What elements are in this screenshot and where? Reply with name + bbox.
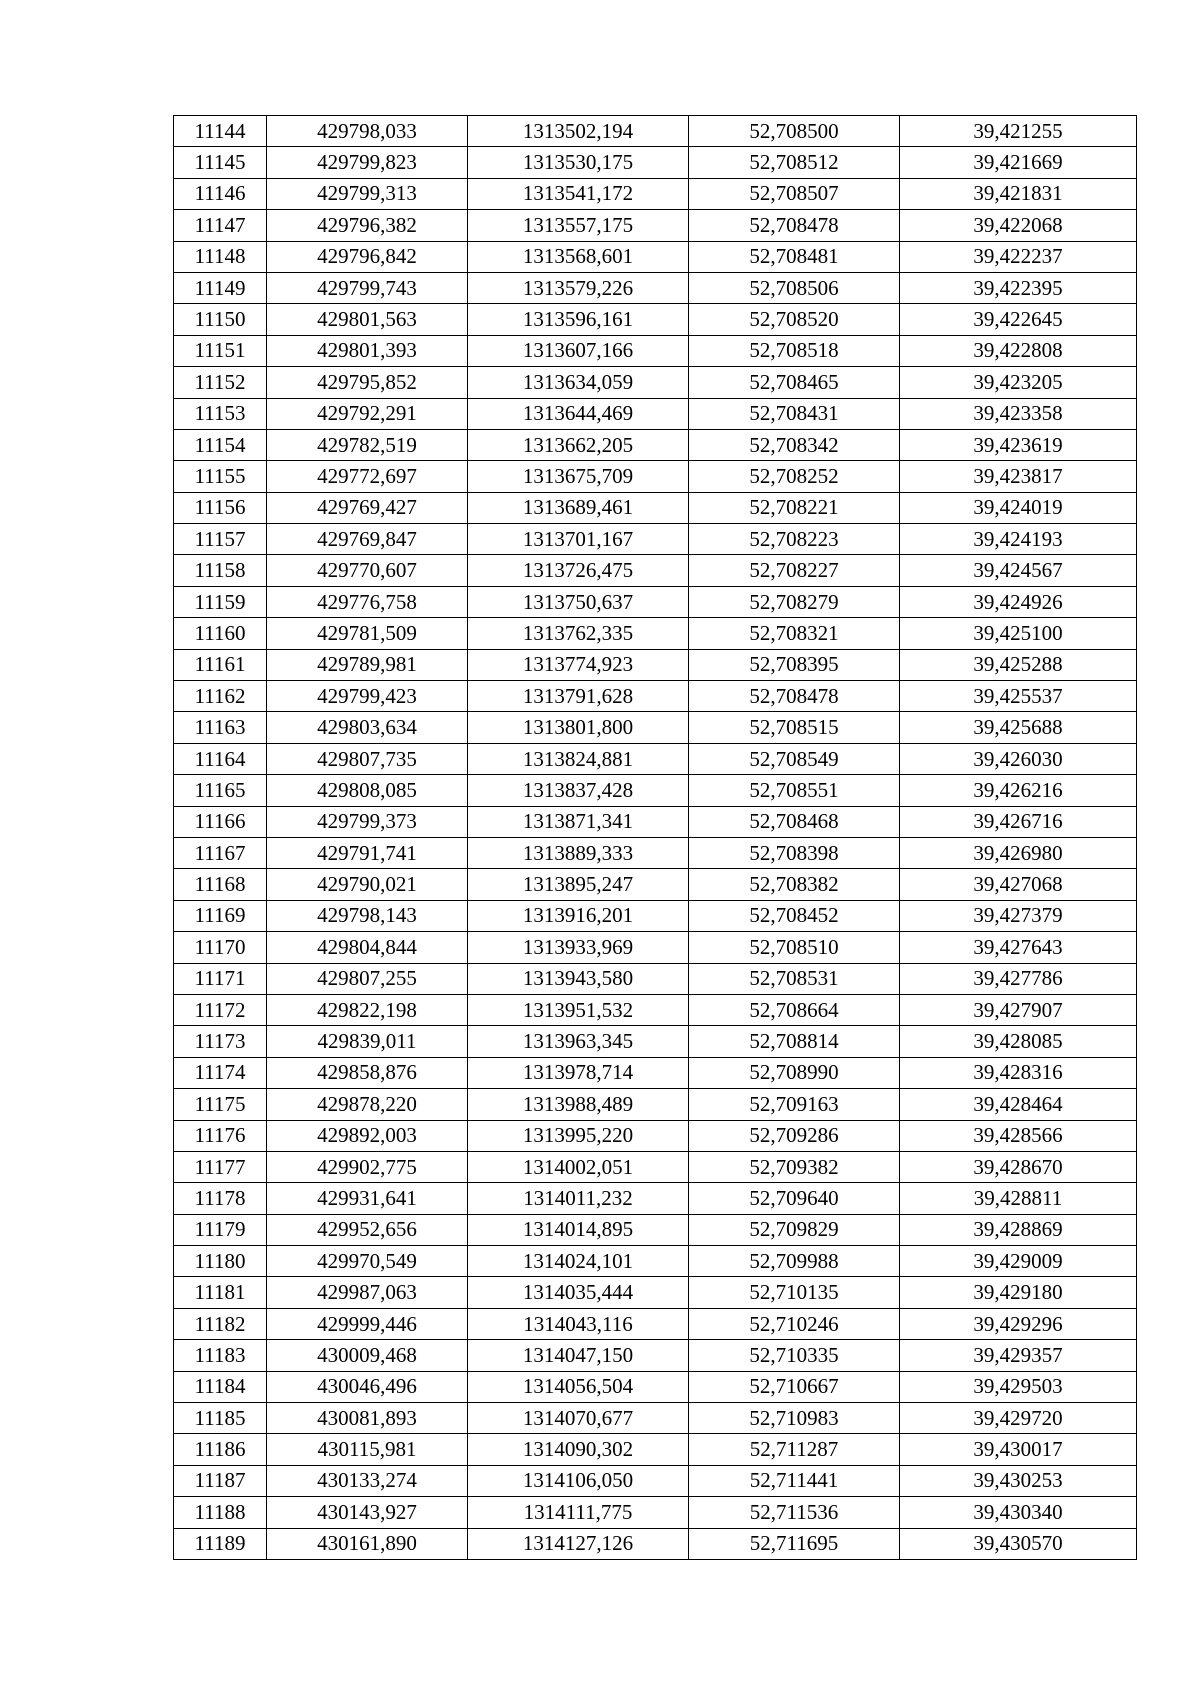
cell-x-coordinate: 429931,641 — [267, 1183, 468, 1214]
cell-x-coordinate: 429770,607 — [267, 555, 468, 586]
cell-longitude: 39,428811 — [900, 1183, 1137, 1214]
cell-latitude: 52,708814 — [689, 1026, 900, 1057]
table-row — [174, 367, 1137, 398]
cell-y-coordinate: 1313889,333 — [468, 837, 689, 868]
cell-y-coordinate: 1313750,637 — [468, 586, 689, 617]
cell-point-number: 11159 — [174, 586, 267, 617]
cell-point-number: 11153 — [174, 398, 267, 429]
cell-point-number: 11175 — [174, 1089, 267, 1120]
table-row — [174, 1497, 1137, 1528]
cell-x-coordinate: 429769,847 — [267, 524, 468, 555]
cell-x-coordinate: 429799,373 — [267, 806, 468, 837]
cell-x-coordinate: 429782,519 — [267, 429, 468, 460]
cell-y-coordinate: 1313634,059 — [468, 367, 689, 398]
cell-point-number: 11146 — [174, 178, 267, 209]
cell-x-coordinate: 429807,735 — [267, 743, 468, 774]
cell-point-number: 11150 — [174, 304, 267, 335]
cell-point-number: 11180 — [174, 1246, 267, 1277]
cell-point-number: 11172 — [174, 994, 267, 1025]
table-row — [174, 743, 1137, 774]
cell-latitude: 52,708664 — [689, 994, 900, 1025]
cell-longitude: 39,425537 — [900, 681, 1137, 712]
cell-x-coordinate: 430133,274 — [267, 1465, 468, 1496]
cell-longitude: 39,422068 — [900, 210, 1137, 241]
cell-latitude: 52,708531 — [689, 963, 900, 994]
cell-latitude: 52,708398 — [689, 837, 900, 868]
cell-x-coordinate: 429858,876 — [267, 1057, 468, 1088]
cell-point-number: 11184 — [174, 1371, 267, 1402]
cell-point-number: 11181 — [174, 1277, 267, 1308]
cell-latitude: 52,711287 — [689, 1434, 900, 1465]
cell-longitude: 39,429357 — [900, 1340, 1137, 1371]
cell-longitude: 39,427379 — [900, 900, 1137, 931]
table-row — [174, 1371, 1137, 1402]
cell-point-number: 11189 — [174, 1528, 267, 1559]
cell-y-coordinate: 1314106,050 — [468, 1465, 689, 1496]
cell-y-coordinate: 1314043,116 — [468, 1308, 689, 1339]
table-row — [174, 178, 1137, 209]
cell-x-coordinate: 429892,003 — [267, 1120, 468, 1151]
cell-y-coordinate: 1314002,051 — [468, 1151, 689, 1182]
table-row — [174, 1340, 1137, 1371]
cell-latitude: 52,708515 — [689, 712, 900, 743]
table-row — [174, 304, 1137, 335]
cell-point-number: 11186 — [174, 1434, 267, 1465]
cell-point-number: 11154 — [174, 429, 267, 460]
cell-x-coordinate: 429796,842 — [267, 241, 468, 272]
cell-x-coordinate: 429804,844 — [267, 932, 468, 963]
cell-y-coordinate: 1313951,532 — [468, 994, 689, 1025]
cell-latitude: 52,708507 — [689, 178, 900, 209]
cell-longitude: 39,430253 — [900, 1465, 1137, 1496]
table-row — [174, 775, 1137, 806]
cell-latitude: 52,708478 — [689, 681, 900, 712]
cell-latitude: 52,709988 — [689, 1246, 900, 1277]
cell-y-coordinate: 1313762,335 — [468, 618, 689, 649]
cell-point-number: 11173 — [174, 1026, 267, 1057]
table-row — [174, 398, 1137, 429]
cell-y-coordinate: 1314090,302 — [468, 1434, 689, 1465]
cell-x-coordinate: 429798,033 — [267, 116, 468, 147]
cell-longitude: 39,429009 — [900, 1246, 1137, 1277]
cell-point-number: 11158 — [174, 555, 267, 586]
table-row — [174, 147, 1137, 178]
cell-x-coordinate: 429808,085 — [267, 775, 468, 806]
cell-latitude: 52,708321 — [689, 618, 900, 649]
table-row — [174, 524, 1137, 555]
cell-latitude: 52,708512 — [689, 147, 900, 178]
cell-x-coordinate: 429792,291 — [267, 398, 468, 429]
cell-longitude: 39,428670 — [900, 1151, 1137, 1182]
cell-point-number: 11144 — [174, 116, 267, 147]
cell-y-coordinate: 1313557,175 — [468, 210, 689, 241]
cell-x-coordinate: 430081,893 — [267, 1403, 468, 1434]
cell-x-coordinate: 429801,563 — [267, 304, 468, 335]
cell-x-coordinate: 429781,509 — [267, 618, 468, 649]
cell-y-coordinate: 1314035,444 — [468, 1277, 689, 1308]
cell-latitude: 52,708223 — [689, 524, 900, 555]
cell-point-number: 11161 — [174, 649, 267, 680]
cell-longitude: 39,422645 — [900, 304, 1137, 335]
cell-x-coordinate: 429803,634 — [267, 712, 468, 743]
cell-y-coordinate: 1313871,341 — [468, 806, 689, 837]
cell-latitude: 52,708252 — [689, 461, 900, 492]
cell-latitude: 52,708481 — [689, 241, 900, 272]
cell-longitude: 39,430340 — [900, 1497, 1137, 1528]
cell-longitude: 39,421831 — [900, 178, 1137, 209]
cell-longitude: 39,425688 — [900, 712, 1137, 743]
cell-y-coordinate: 1313607,166 — [468, 335, 689, 366]
cell-y-coordinate: 1314111,775 — [468, 1497, 689, 1528]
cell-point-number: 11164 — [174, 743, 267, 774]
cell-y-coordinate: 1313662,205 — [468, 429, 689, 460]
coordinates-table-body — [174, 116, 1137, 1560]
table-row — [174, 1528, 1137, 1559]
cell-longitude: 39,422395 — [900, 272, 1137, 303]
cell-x-coordinate: 429799,743 — [267, 272, 468, 303]
cell-longitude: 39,427786 — [900, 963, 1137, 994]
cell-longitude: 39,422808 — [900, 335, 1137, 366]
table-row — [174, 1403, 1137, 1434]
table-row — [174, 555, 1137, 586]
cell-point-number: 11157 — [174, 524, 267, 555]
cell-longitude: 39,429720 — [900, 1403, 1137, 1434]
cell-latitude: 52,708518 — [689, 335, 900, 366]
cell-longitude: 39,429296 — [900, 1308, 1137, 1339]
cell-x-coordinate: 429769,427 — [267, 492, 468, 523]
cell-point-number: 11148 — [174, 241, 267, 272]
table-row — [174, 869, 1137, 900]
cell-point-number: 11169 — [174, 900, 267, 931]
table-row — [174, 837, 1137, 868]
cell-y-coordinate: 1313933,969 — [468, 932, 689, 963]
cell-y-coordinate: 1313824,881 — [468, 743, 689, 774]
cell-longitude: 39,426216 — [900, 775, 1137, 806]
cell-y-coordinate: 1313916,201 — [468, 900, 689, 931]
cell-longitude: 39,430570 — [900, 1528, 1137, 1559]
cell-point-number: 11155 — [174, 461, 267, 492]
cell-y-coordinate: 1313988,489 — [468, 1089, 689, 1120]
cell-point-number: 11160 — [174, 618, 267, 649]
cell-latitude: 52,708382 — [689, 869, 900, 900]
cell-y-coordinate: 1313774,923 — [468, 649, 689, 680]
cell-y-coordinate: 1313978,714 — [468, 1057, 689, 1088]
cell-y-coordinate: 1313791,628 — [468, 681, 689, 712]
table-row — [174, 210, 1137, 241]
cell-latitude: 52,708279 — [689, 586, 900, 617]
table-row — [174, 586, 1137, 617]
table-row — [174, 900, 1137, 931]
table-row — [174, 1434, 1137, 1465]
cell-latitude: 52,709640 — [689, 1183, 900, 1214]
cell-x-coordinate: 429952,656 — [267, 1214, 468, 1245]
cell-latitude: 52,710983 — [689, 1403, 900, 1434]
table-row — [174, 116, 1137, 147]
cell-y-coordinate: 1313502,194 — [468, 116, 689, 147]
cell-longitude: 39,425288 — [900, 649, 1137, 680]
cell-point-number: 11178 — [174, 1183, 267, 1214]
table-row — [174, 1465, 1137, 1496]
cell-latitude: 52,711536 — [689, 1497, 900, 1528]
table-row — [174, 272, 1137, 303]
cell-point-number: 11176 — [174, 1120, 267, 1151]
table-row — [174, 1183, 1137, 1214]
cell-point-number: 11149 — [174, 272, 267, 303]
cell-y-coordinate: 1313675,709 — [468, 461, 689, 492]
cell-longitude: 39,427643 — [900, 932, 1137, 963]
cell-y-coordinate: 1313837,428 — [468, 775, 689, 806]
cell-y-coordinate: 1313943,580 — [468, 963, 689, 994]
cell-point-number: 11145 — [174, 147, 267, 178]
cell-x-coordinate: 429772,697 — [267, 461, 468, 492]
cell-latitude: 52,708478 — [689, 210, 900, 241]
cell-y-coordinate: 1313701,167 — [468, 524, 689, 555]
table-row — [174, 681, 1137, 712]
cell-latitude: 52,708990 — [689, 1057, 900, 1088]
cell-point-number: 11162 — [174, 681, 267, 712]
cell-x-coordinate: 429799,823 — [267, 147, 468, 178]
cell-x-coordinate: 430143,927 — [267, 1497, 468, 1528]
table-row — [174, 963, 1137, 994]
cell-longitude: 39,427907 — [900, 994, 1137, 1025]
cell-longitude: 39,428464 — [900, 1089, 1137, 1120]
cell-longitude: 39,426030 — [900, 743, 1137, 774]
cell-latitude: 52,710246 — [689, 1308, 900, 1339]
cell-y-coordinate: 1313726,475 — [468, 555, 689, 586]
cell-latitude: 52,709286 — [689, 1120, 900, 1151]
cell-y-coordinate: 1314011,232 — [468, 1183, 689, 1214]
cell-x-coordinate: 430115,981 — [267, 1434, 468, 1465]
cell-longitude: 39,426716 — [900, 806, 1137, 837]
cell-latitude: 52,710135 — [689, 1277, 900, 1308]
cell-point-number: 11163 — [174, 712, 267, 743]
cell-latitude: 52,708431 — [689, 398, 900, 429]
table-row — [174, 492, 1137, 523]
cell-x-coordinate: 429807,255 — [267, 963, 468, 994]
cell-point-number: 11165 — [174, 775, 267, 806]
cell-x-coordinate: 429791,741 — [267, 837, 468, 868]
cell-x-coordinate: 429839,011 — [267, 1026, 468, 1057]
cell-longitude: 39,428869 — [900, 1214, 1137, 1245]
cell-longitude: 39,429180 — [900, 1277, 1137, 1308]
cell-point-number: 11177 — [174, 1151, 267, 1182]
cell-x-coordinate: 429790,021 — [267, 869, 468, 900]
cell-point-number: 11188 — [174, 1497, 267, 1528]
table-row — [174, 1151, 1137, 1182]
cell-longitude: 39,423358 — [900, 398, 1137, 429]
cell-latitude: 52,709382 — [689, 1151, 900, 1182]
cell-x-coordinate: 429970,549 — [267, 1246, 468, 1277]
cell-longitude: 39,430017 — [900, 1434, 1137, 1465]
cell-point-number: 11185 — [174, 1403, 267, 1434]
table-row — [174, 1089, 1137, 1120]
table-row — [174, 241, 1137, 272]
cell-latitude: 52,708549 — [689, 743, 900, 774]
table-row — [174, 994, 1137, 1025]
cell-longitude: 39,424193 — [900, 524, 1137, 555]
cell-x-coordinate: 429776,758 — [267, 586, 468, 617]
cell-longitude: 39,427068 — [900, 869, 1137, 900]
cell-latitude: 52,708221 — [689, 492, 900, 523]
cell-y-coordinate: 1313596,161 — [468, 304, 689, 335]
cell-y-coordinate: 1314056,504 — [468, 1371, 689, 1402]
cell-x-coordinate: 429822,198 — [267, 994, 468, 1025]
table-row — [174, 1120, 1137, 1151]
table-row — [174, 1057, 1137, 1088]
cell-point-number: 11170 — [174, 932, 267, 963]
cell-x-coordinate: 429799,423 — [267, 681, 468, 712]
cell-latitude: 52,710335 — [689, 1340, 900, 1371]
cell-y-coordinate: 1313801,800 — [468, 712, 689, 743]
cell-x-coordinate: 429987,063 — [267, 1277, 468, 1308]
cell-x-coordinate: 429902,775 — [267, 1151, 468, 1182]
cell-latitude: 52,709829 — [689, 1214, 900, 1245]
cell-point-number: 11171 — [174, 963, 267, 994]
cell-point-number: 11152 — [174, 367, 267, 398]
cell-point-number: 11174 — [174, 1057, 267, 1088]
cell-latitude: 52,711695 — [689, 1528, 900, 1559]
cell-point-number: 11151 — [174, 335, 267, 366]
cell-latitude: 52,708551 — [689, 775, 900, 806]
cell-x-coordinate: 429801,393 — [267, 335, 468, 366]
table-row — [174, 649, 1137, 680]
cell-y-coordinate: 1314024,101 — [468, 1246, 689, 1277]
cell-x-coordinate: 429789,981 — [267, 649, 468, 680]
cell-latitude: 52,709163 — [689, 1089, 900, 1120]
cell-y-coordinate: 1313530,175 — [468, 147, 689, 178]
cell-longitude: 39,421255 — [900, 116, 1137, 147]
cell-y-coordinate: 1313963,345 — [468, 1026, 689, 1057]
cell-y-coordinate: 1314047,150 — [468, 1340, 689, 1371]
cell-y-coordinate: 1313995,220 — [468, 1120, 689, 1151]
table-row — [174, 1277, 1137, 1308]
cell-latitude: 52,711441 — [689, 1465, 900, 1496]
cell-longitude: 39,423205 — [900, 367, 1137, 398]
table-row — [174, 335, 1137, 366]
cell-point-number: 11147 — [174, 210, 267, 241]
cell-x-coordinate: 429795,852 — [267, 367, 468, 398]
cell-y-coordinate: 1313644,469 — [468, 398, 689, 429]
cell-longitude: 39,428566 — [900, 1120, 1137, 1151]
cell-x-coordinate: 430161,890 — [267, 1528, 468, 1559]
table-row — [174, 1026, 1137, 1057]
cell-latitude: 52,708468 — [689, 806, 900, 837]
cell-y-coordinate: 1313568,601 — [468, 241, 689, 272]
table-row — [174, 806, 1137, 837]
cell-latitude: 52,708510 — [689, 932, 900, 963]
cell-longitude: 39,421669 — [900, 147, 1137, 178]
cell-latitude: 52,708395 — [689, 649, 900, 680]
cell-point-number: 11183 — [174, 1340, 267, 1371]
cell-longitude: 39,424926 — [900, 586, 1137, 617]
cell-latitude: 52,708500 — [689, 116, 900, 147]
table-row — [174, 461, 1137, 492]
cell-longitude: 39,423619 — [900, 429, 1137, 460]
cell-point-number: 11166 — [174, 806, 267, 837]
cell-x-coordinate: 429878,220 — [267, 1089, 468, 1120]
cell-y-coordinate: 1313895,247 — [468, 869, 689, 900]
cell-y-coordinate: 1314014,895 — [468, 1214, 689, 1245]
cell-latitude: 52,710667 — [689, 1371, 900, 1402]
table-row — [174, 932, 1137, 963]
cell-longitude: 39,426980 — [900, 837, 1137, 868]
cell-x-coordinate: 429799,313 — [267, 178, 468, 209]
cell-latitude: 52,708465 — [689, 367, 900, 398]
cell-latitude: 52,708342 — [689, 429, 900, 460]
cell-longitude: 39,422237 — [900, 241, 1137, 272]
cell-y-coordinate: 1314070,677 — [468, 1403, 689, 1434]
cell-longitude: 39,429503 — [900, 1371, 1137, 1402]
cell-latitude: 52,708506 — [689, 272, 900, 303]
cell-point-number: 11168 — [174, 869, 267, 900]
cell-y-coordinate: 1314127,126 — [468, 1528, 689, 1559]
cell-x-coordinate: 429796,382 — [267, 210, 468, 241]
table-row — [174, 1246, 1137, 1277]
table-row — [174, 429, 1137, 460]
cell-point-number: 11182 — [174, 1308, 267, 1339]
cell-y-coordinate: 1313541,172 — [468, 178, 689, 209]
cell-longitude: 39,428085 — [900, 1026, 1137, 1057]
cell-y-coordinate: 1313579,226 — [468, 272, 689, 303]
cell-x-coordinate: 429798,143 — [267, 900, 468, 931]
cell-point-number: 11179 — [174, 1214, 267, 1245]
cell-latitude: 52,708520 — [689, 304, 900, 335]
table-row — [174, 1308, 1137, 1339]
cell-longitude: 39,425100 — [900, 618, 1137, 649]
cell-longitude: 39,423817 — [900, 461, 1137, 492]
cell-x-coordinate: 430009,468 — [267, 1340, 468, 1371]
cell-longitude: 39,428316 — [900, 1057, 1137, 1088]
cell-y-coordinate: 1313689,461 — [468, 492, 689, 523]
table-row — [174, 712, 1137, 743]
cell-latitude: 52,708452 — [689, 900, 900, 931]
cell-longitude: 39,424019 — [900, 492, 1137, 523]
cell-latitude: 52,708227 — [689, 555, 900, 586]
coordinates-table — [173, 115, 1137, 1560]
cell-point-number: 11156 — [174, 492, 267, 523]
cell-point-number: 11187 — [174, 1465, 267, 1496]
cell-longitude: 39,424567 — [900, 555, 1137, 586]
table-row — [174, 618, 1137, 649]
cell-point-number: 11167 — [174, 837, 267, 868]
cell-x-coordinate: 430046,496 — [267, 1371, 468, 1402]
cell-x-coordinate: 429999,446 — [267, 1308, 468, 1339]
table-row — [174, 1214, 1137, 1245]
